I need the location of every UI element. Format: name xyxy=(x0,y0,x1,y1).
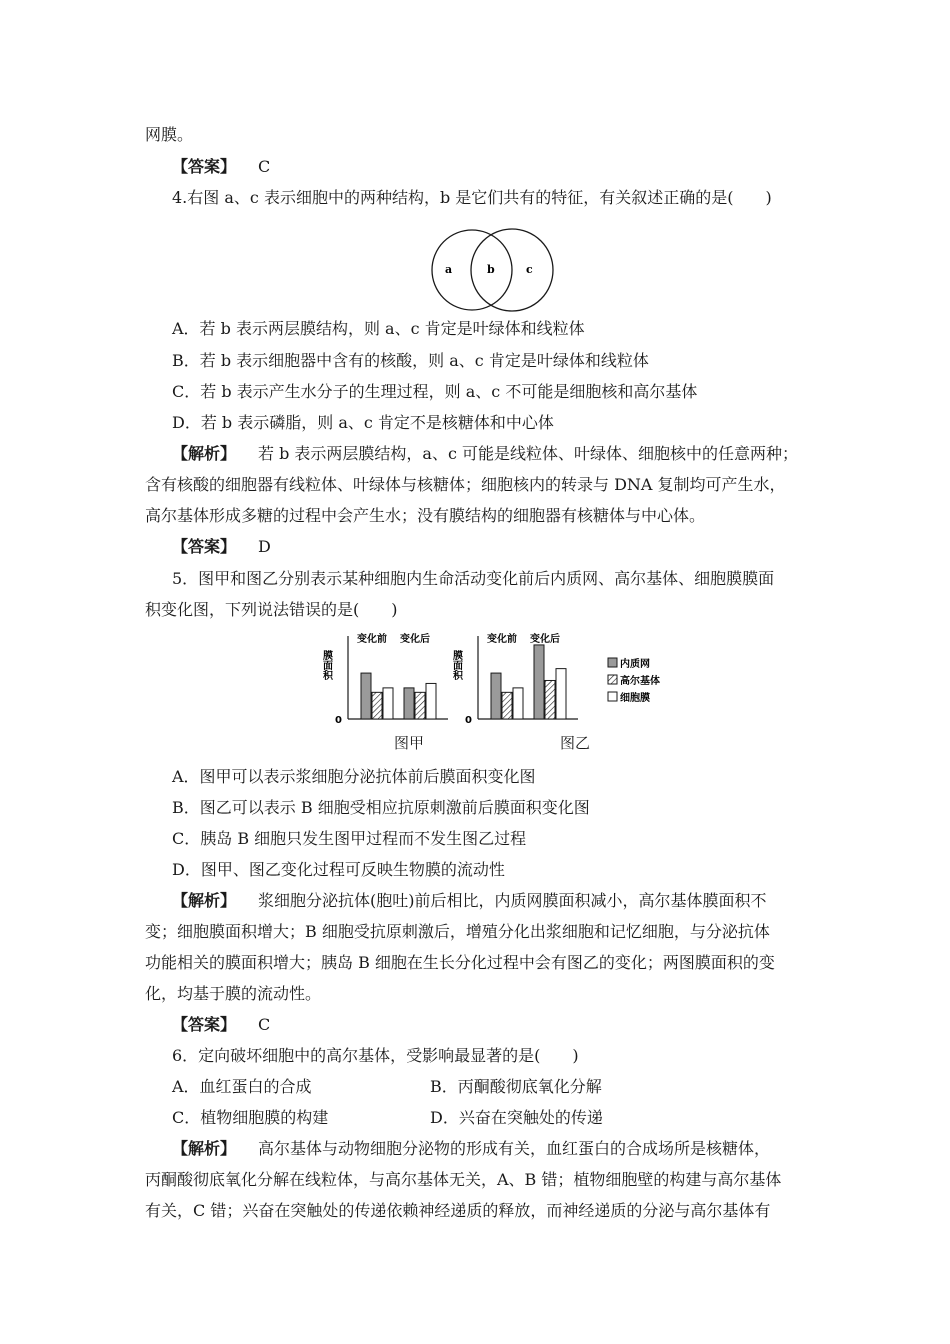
venn-circle-a xyxy=(432,230,512,310)
legend-swatch-0 xyxy=(608,658,617,667)
question-stem: 6．定向破坏细胞中的高尔基体，受影响最显著的是( ) xyxy=(172,1046,579,1065)
legend-swatch-1 xyxy=(608,675,617,684)
yi-bar-2-1 xyxy=(556,669,566,719)
answer-value: D xyxy=(258,537,271,556)
option-c: C．若 b 表示产生水分子的生理过程，则 a、c 不可能是细胞核和高尔基体 xyxy=(172,382,698,401)
answer-label: 【答案】 xyxy=(172,157,237,176)
question-stem: 4.右图 a、c 表示细胞中的两种结构，b 是它们共有的特征，有关叙述正确的是( ) xyxy=(172,188,772,207)
explanation-line xyxy=(172,444,798,464)
jia-ylabel: 膜面积 xyxy=(320,650,332,680)
venn-diagram xyxy=(425,222,561,318)
yi-bar-2-0 xyxy=(513,688,523,719)
venn-label-a: a xyxy=(445,263,453,276)
legend-label-1: 高尔基体 xyxy=(620,676,660,687)
legend-swatch-2 xyxy=(608,692,617,701)
yi-zero-label: 0 xyxy=(465,715,472,726)
legend-label-0: 内质网 xyxy=(620,659,650,670)
answer-label: 【答案】 xyxy=(172,537,237,556)
yi-bar-1-1 xyxy=(545,680,555,719)
explanation-line: 含有核酸的细胞器有线粒体、叶绿体与核糖体；细胞核内的转录与 DNA 复制均可产生水， xyxy=(145,475,786,494)
text-line: 网膜。 xyxy=(145,125,194,144)
explanation-text: 若 b 表示两层膜结构，a、c 可能是线粒体、叶绿体、细胞核中的任意两种； xyxy=(258,444,799,463)
option-c: C．胰岛 B 细胞只发生图甲过程而不发生图乙过程 xyxy=(172,829,527,848)
venn-label-c: c xyxy=(526,263,533,276)
explanation-label: 【解析】 xyxy=(172,891,237,910)
explanation-text: 浆细胞分泌抗体(胞吐)前后相比，内质网膜面积减小，高尔基体膜面积不 xyxy=(258,891,767,910)
jia-bar-0-1 xyxy=(404,688,414,719)
venn-label-b: b xyxy=(487,263,495,276)
jia-bar-2-1 xyxy=(426,683,436,719)
answer-label: 【答案】 xyxy=(172,1015,237,1034)
explanation-line: 高尔基体形成多糖的过程中会产生水；没有膜结构的细胞器有核糖体与中心体。 xyxy=(145,506,706,525)
option-b: B．图乙可以表示 B 细胞受相应抗原刺激前后膜面积变化图 xyxy=(172,798,590,817)
question-stem: 5．图甲和图乙分别表示某种细胞内生命活动变化前后内质网、高尔基体、细胞膜膜面 xyxy=(172,569,775,588)
option-d: D．若 b 表示磷脂，则 a、c 肯定不是核糖体和中心体 xyxy=(172,413,554,432)
figure-caption-jia: 图甲 xyxy=(394,734,425,752)
explanation-label: 【解析】 xyxy=(172,444,237,463)
option-b: B．丙酮酸彻底氧化分解 xyxy=(430,1077,602,1096)
explanation-line: 功能相关的膜面积增大；胰岛 B 细胞在生长分化过程中会有图乙的变化；两图膜面积的变 xyxy=(145,953,775,972)
answer-line xyxy=(172,1015,270,1035)
jia-bar-1-1 xyxy=(415,692,425,719)
option-b: B．若 b 表示细胞器中含有的核酸，则 a、c 肯定是叶绿体和线粒体 xyxy=(172,351,649,370)
option-d: D．兴奋在突触处的传递 xyxy=(430,1108,603,1127)
yi-bar-1-0 xyxy=(502,692,512,719)
yi-bar-0-0 xyxy=(491,673,501,719)
figure-caption-yi: 图乙 xyxy=(560,734,591,752)
explanation-line xyxy=(172,1139,770,1159)
jia-zero-label: 0 xyxy=(335,715,342,726)
yi-category-label: 变化后 xyxy=(530,634,560,645)
option-a: A．若 b 表示两层膜结构，则 a、c 肯定是叶绿体和线粒体 xyxy=(172,319,585,338)
answer-value: C xyxy=(258,157,271,176)
yi-category-label: 变化前 xyxy=(487,634,517,645)
explanation-line: 变；细胞膜面积增大；B 细胞受抗原刺激后，增殖分化出浆细胞和记忆细胞，与分泌抗体 xyxy=(145,922,770,941)
explanation-label: 【解析】 xyxy=(172,1139,237,1158)
jia-bar-0-0 xyxy=(361,673,371,719)
yi-ylabel: 膜面积 xyxy=(450,650,462,680)
legend-label-2: 细胞膜 xyxy=(620,693,650,704)
yi-bar-0-1 xyxy=(534,645,544,719)
answer-line xyxy=(172,157,270,177)
jia-bar-2-0 xyxy=(383,688,393,719)
bar-chart-figure xyxy=(310,628,700,728)
jia-category-label: 变化前 xyxy=(357,634,387,645)
option-c: C．植物细胞膜的构建 xyxy=(172,1108,329,1127)
explanation-line xyxy=(172,891,767,911)
jia-category-label: 变化后 xyxy=(400,634,430,645)
answer-value: C xyxy=(258,1015,271,1034)
option-a: A．图甲可以表示浆细胞分泌抗体前后膜面积变化图 xyxy=(172,767,536,786)
explanation-line: 化，均基于膜的流动性。 xyxy=(145,984,322,1003)
question-stem: 积变化图，下列说法错误的是( ) xyxy=(145,600,398,619)
jia-bar-1-0 xyxy=(372,692,382,719)
option-d: D．图甲、图乙变化过程可反映生物膜的流动性 xyxy=(172,860,505,879)
answer-line xyxy=(172,537,271,557)
explanation-text: 高尔基体与动物细胞分泌物的形成有关，血红蛋白的合成场所是核糖体， xyxy=(258,1139,771,1158)
explanation-line: 有关，C 错；兴奋在突触处的传递依赖神经递质的释放，而神经递质的分泌与高尔基体有 xyxy=(145,1201,771,1220)
option-a: A．血红蛋白的合成 xyxy=(172,1077,312,1096)
explanation-line: 丙酮酸彻底氧化分解在线粒体，与高尔基体无关，A、B 错；植物细胞壁的构建与高尔基体 xyxy=(145,1170,782,1189)
